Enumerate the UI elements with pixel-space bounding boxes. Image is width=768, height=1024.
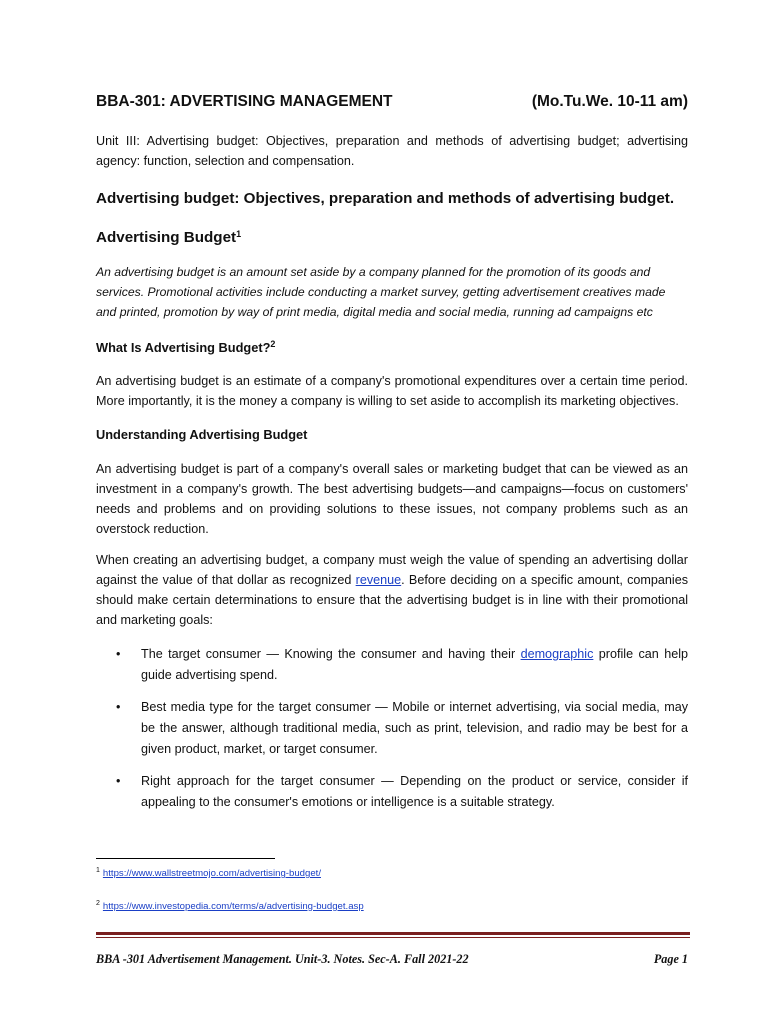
creating-line-2-start: against the value of that dollar as recognized: [96, 573, 356, 587]
what-is-heading: [96, 340, 688, 355]
footer-page: [654, 952, 688, 967]
understanding-paragraph: An advertising budget is part of a company's overall sales or marketing budget that can be viewed as an investment in a company's growth. The best advertising budgets—and campaigns—focus on customers' needs and problems and on providing solutions to these issues, not company problems such as an overstock reduction.: [96, 462, 688, 536]
footnote-1-link[interactable]: https://www.wallstreetmojo.com/advertising-budget/: [102, 868, 321, 879]
creating-line-4: and marketing goals:: [96, 613, 213, 627]
creating-line-2: [96, 570, 688, 590]
bullet-1-start: The target consumer — Knowing the consumer and having their: [141, 647, 521, 661]
page-label: Page: [653, 952, 682, 966]
footer-rule-thick: [96, 932, 690, 935]
revenue-link[interactable]: revenue: [355, 573, 402, 587]
footnote-separator: [96, 858, 275, 859]
page-number: 1: [681, 952, 688, 966]
bullet-list: [96, 644, 688, 824]
advertising-budget-heading: [96, 229, 688, 246]
intro-paragraph: An advertising budget is an amount set aside by a company planned for the promotion of its goods and services. Promotional activities include conducting a market survey, getting advertisement creatives made and printed, promotion by way of print media, digital media and social media, running ad campaigns etc: [96, 265, 666, 319]
page-footer: [96, 952, 688, 967]
bullet-dot: •: [116, 774, 121, 788]
what-is-heading-text: What Is Advertising Budget?: [96, 340, 271, 355]
demographic-link[interactable]: demographic: [520, 647, 594, 661]
creating-line-3: should make certain determinations to ensure that the advertising budget is in line with their promotional: [96, 593, 688, 607]
creating-line-1: When creating an advertising budget, a company must weigh the value of spending an advertising dollar: [96, 553, 688, 567]
footnote-1: [96, 867, 321, 879]
course-title: BBA-301: ADVERTISING MANAGEMENT: [96, 93, 393, 110]
understanding-heading: Understanding Advertising Budget: [96, 427, 308, 442]
bullet-item: [96, 644, 688, 686]
title-row: [96, 93, 688, 111]
footer-course-info: BBA -301 Advertisement Management. Unit-3. Notes. Sec-A. Fall 2021-22: [96, 952, 469, 966]
footer-rule-thin: [96, 937, 690, 938]
footnote-ref-2[interactable]: 2: [270, 339, 276, 349]
bullet-1-end: profile can help guide advertising spend.: [141, 647, 688, 682]
bullet-2-text: Best media type for the target consumer — Mobile or internet advertising, via social media, may be the answer, although traditional media, such as print, television, and radio may be best for a given product, market, or target consumer.: [141, 700, 688, 756]
footnote-1-number: 1: [96, 867, 100, 874]
main-heading: Advertising budget: Objectives, preparation and methods of advertising budget.: [96, 190, 675, 207]
class-schedule: (Mo.Tu.We. 10-11 am): [531, 93, 688, 110]
bullet-dot: •: [116, 647, 121, 661]
advertising-budget-heading-text: Advertising Budget: [96, 229, 237, 246]
creating-line-2-end: . Before deciding on a specific amount, companies: [401, 573, 688, 587]
what-is-paragraph: An advertising budget is an estimate of a company's promotional expenditures over a certain time period. More importantly, it is the money a company is willing to set aside to accomplish its marketing objectives.: [96, 374, 688, 408]
bullet-3-text: Right approach for the target consumer — Depending on the product or service, consider if appealing to the consumer's emotions or intelligence is a suitable strategy.: [141, 774, 688, 809]
footnote-2-number: 2: [96, 900, 100, 907]
footnote-2-link[interactable]: https://www.investopedia.com/terms/a/advertising-budget.asp: [102, 901, 364, 912]
unit-description: Unit III: Advertising budget: Objectives, preparation and methods of advertising budget; advertising agency: function, selection and compensation.: [96, 134, 688, 168]
footnote-ref-1[interactable]: 1: [236, 229, 242, 239]
bullet-item: [96, 697, 688, 760]
creating-budget-paragraph: [96, 550, 688, 630]
bullet-item: [96, 771, 688, 813]
footnote-2: [96, 900, 364, 912]
document-page: [96, 0, 688, 1024]
bullet-dot: •: [116, 700, 121, 714]
